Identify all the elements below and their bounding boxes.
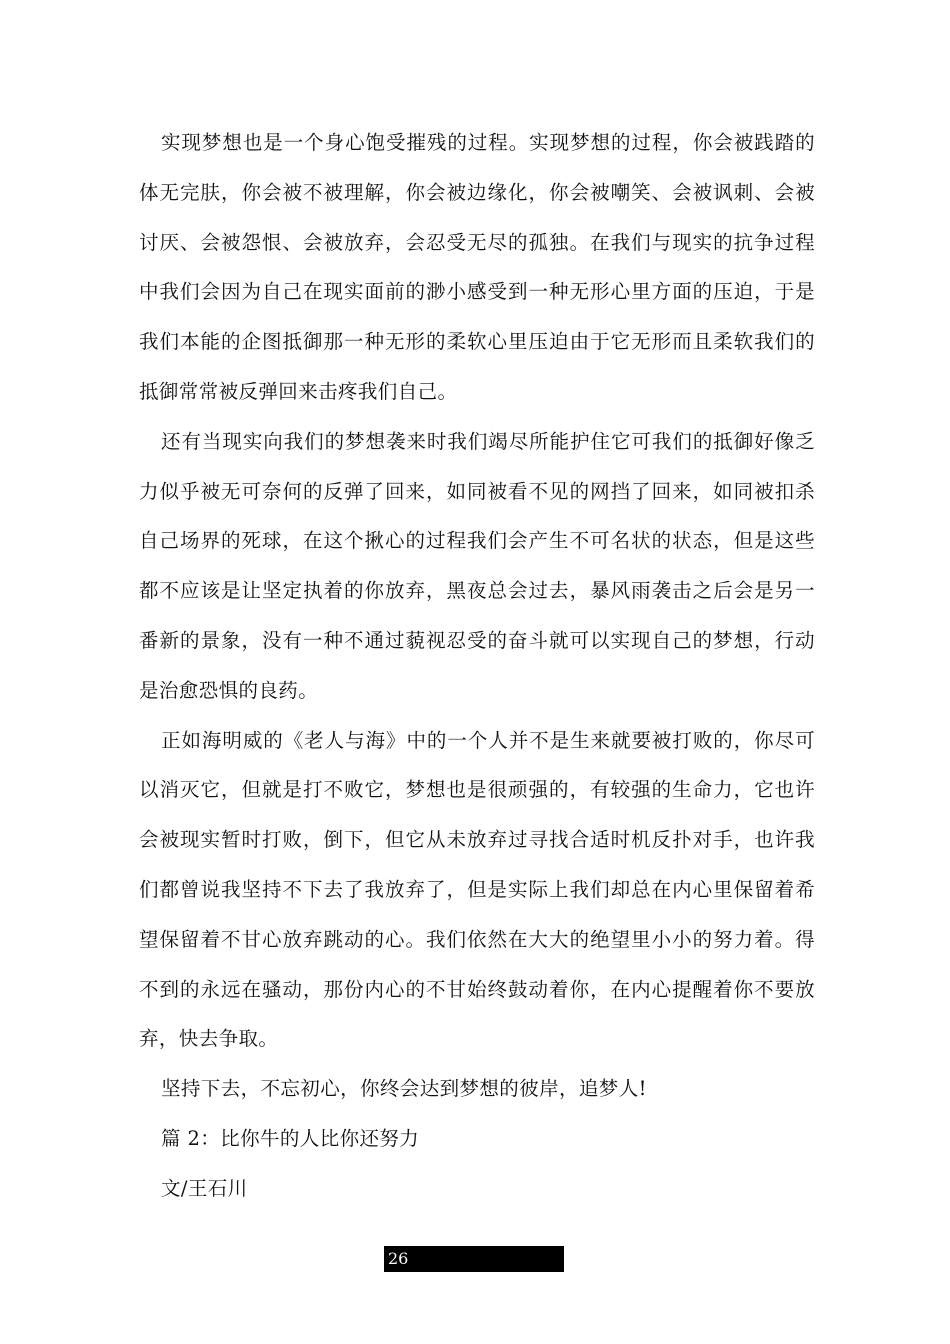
paragraph-2: 还有当现实向我们的梦想袭来时我们竭尽所能护住它可我们的抵御好像乏力似乎被无可奈何的反弹了回来，如同被看不见的网挡了回来，如同被扣杀自己场界的死球，在这个揪心的过程我们会产生不可名状的状态，但是这些都不应该是让坚定执着的你放弃，黑夜总会过去，暴风雨袭击之后会是另一番新的景象，没有一种不通过藐视忍受的奋斗就可以实现自己的梦想，行动是治愈恐惧的良药。 [139,429,815,702]
document-body [139,118,815,1214]
section-heading: 篇 2：比你牛的人比你还努力 [161,1126,420,1150]
page-number-bar [384,1246,564,1272]
paragraph-3: 正如海明威的《老人与海》中的一个人并不是生来就要被打败的，你尽可以消灭它，但就是打不败它，梦想也是很顽强的，有较强的生命力，它也许会被现实暂时打败，倒下，但它从未放弃过寻找合适时机反扑对手，也许我们都曾说我坚持不下去了我放弃了，但是实际上我们却总在内心里保留着希望保留着不甘心放弃跳动的心。我们依然在大大的绝望里小小的努力着。得不到的永远在骚动，那份内心的不甘始终鼓动着你，在内心提醒着你不要放弃，快去争取。 [139,728,815,1051]
author-line: 文/王石川 [161,1176,248,1200]
paragraph-1: 实现梦想也是一个身心饱受摧残的过程。实现梦想的过程，你会被践踏的体无完肤，你会被不被理解，你会被边缘化，你会被嘲笑、会被讽刺、会被讨厌、会被怨恨、会被放弃，会忍受无尽的孤独。在我们与现实的抗争过程中我们会因为自己在现实面前的渺小感受到一种无形心里方面的压迫，于是我们本能的企图抵御那一种无形的柔软心里压迫由于它无形而且柔软我们的抵御常常被反弹回来击疼我们自己。 [139,131,815,403]
page-number: 26 [388,1249,409,1268]
paragraph-4: 坚持下去，不忘初心，你终会达到梦想的彼岸，追梦人! [161,1077,647,1101]
